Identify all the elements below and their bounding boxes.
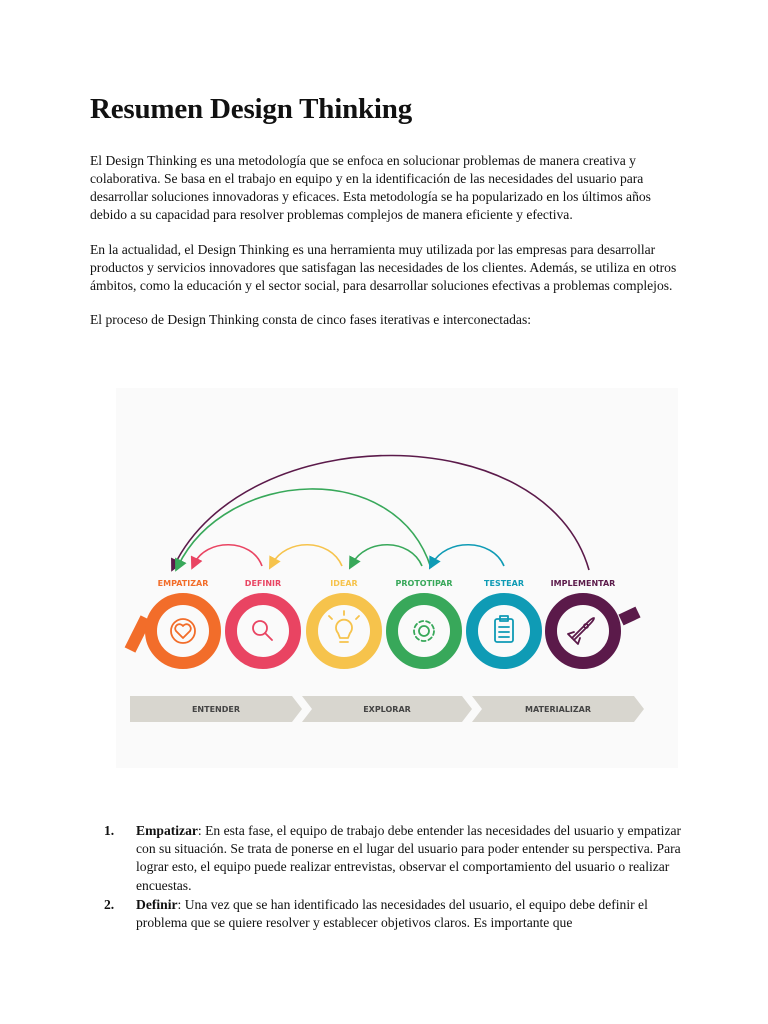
list-number: 1. bbox=[104, 823, 115, 838]
paragraph-intro: El Design Thinking es una metodología que se enfoca en solucionar problemas de manera creativa y colaborativa. Se basa en el trabajo en equipo y en la identificación de las necesidades del usuario para desarrollar soluciones innovadoras y eficaces. Esta metodología se ha popularizado en los últimos años debido a su capacidad para resolver problemas complejos de manera eficiente y efectiva. bbox=[90, 152, 651, 223]
list-term: Empatizar bbox=[136, 823, 198, 838]
stage-bar bbox=[130, 696, 644, 722]
stage-label-explorar: EXPLORAR bbox=[363, 705, 411, 714]
document-body bbox=[90, 92, 680, 345]
list-text: : Una vez que se han identificado las necesidades del usuario, el equipo debe definir el problema que se quiere resolver y establecer objetivos claros. Es importante que bbox=[136, 896, 648, 931]
list-item-definir bbox=[104, 896, 684, 932]
list-term: Definir bbox=[136, 896, 178, 912]
phase-label-idear: IDEAR bbox=[330, 579, 358, 588]
list-text: : En esta fase, el equipo de trabajo debe entender las necesidades del usuario y empatizar con su situación. Se trata de ponerse en el lugar del usuario para poder entender su perspectiva. Para lograr esto, el equipo puede realizar entrevistas, observar el comportamiento del usuario o realizar encuestas. bbox=[136, 823, 682, 893]
list-number: 2. bbox=[104, 896, 115, 912]
paragraph-process: El proceso de Design Thinking consta de cinco fases iterativas e interconectadas: bbox=[90, 312, 532, 328]
design-thinking-diagram bbox=[116, 388, 678, 768]
page-title: Resumen Design Thinking bbox=[90, 93, 413, 125]
stage-label-entender: ENTENDER bbox=[191, 705, 241, 714]
phase-label-implementar: IMPLEMENTAR bbox=[550, 579, 616, 588]
phases-list bbox=[104, 822, 684, 933]
chain-tail-end bbox=[621, 612, 638, 620]
phase-label-testear: TESTEAR bbox=[484, 579, 524, 588]
stage-label-materializar: MATERIALIZAR bbox=[524, 705, 592, 714]
paragraph-current-use: En la actualidad, el Design Thinking es una herramienta muy utilizada por las empresas para desarrollar productos y servicios innovadores que satisfagan las necesidades de los clientes. Además, se utiliza en otros ámbitos, como la educación y el sector social, para desarrollar soluciones efectivas a problemas complejos. bbox=[90, 241, 677, 294]
phase-label-prototipar: PROTOTIPAR bbox=[395, 579, 453, 588]
list-item-empatizar bbox=[104, 822, 684, 895]
phase-label-definir: DEFINIR bbox=[244, 579, 282, 588]
phase-label-empatizar: EMPATIZAR bbox=[157, 579, 209, 588]
